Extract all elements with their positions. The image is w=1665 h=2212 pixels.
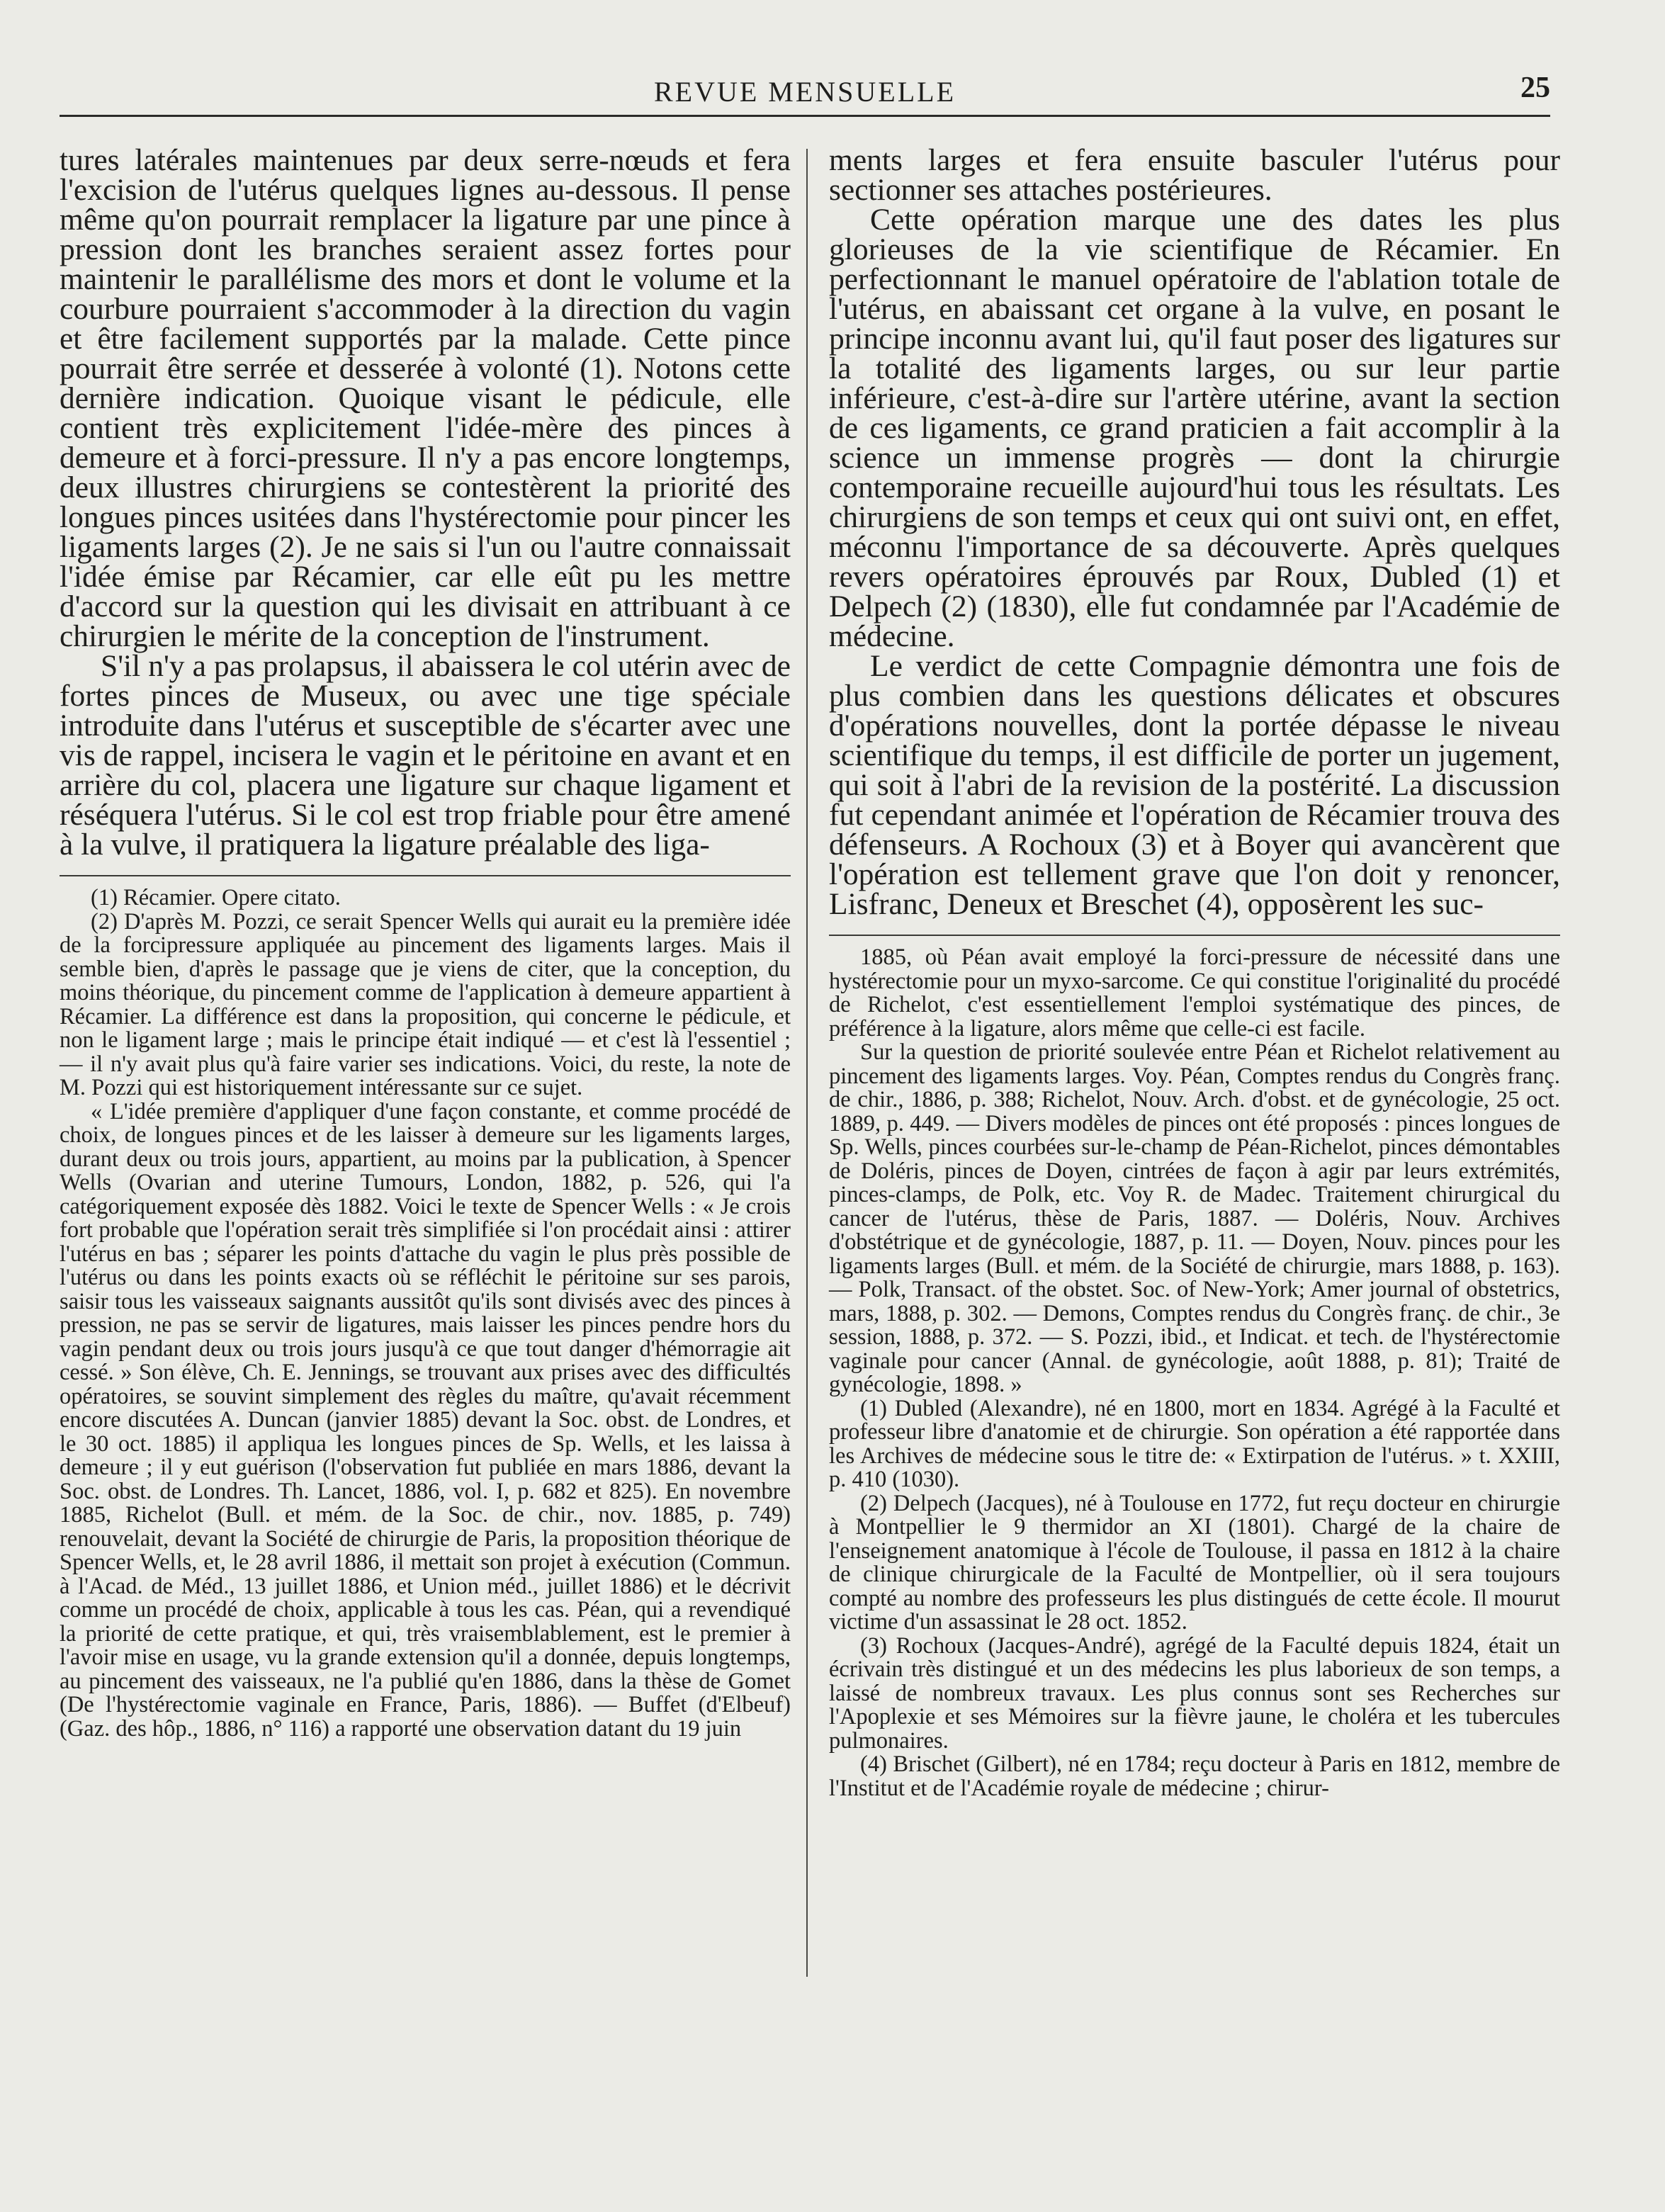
footnote: (4) Brischet (Gilbert), né en 1784; reçu docteur à Paris en 1812, membre de l'Institut et de l'Académie royale de médecine ; chirur- [829,1751,1560,1801]
column-divider [806,149,808,1977]
page-number: 25 [1520,72,1550,104]
body-paragraph: Le verdict de cette Compagnie démontra une fois de plus combien dans les questions délicates et obscures d'opérations nouvelles, dont la portée dépasse le niveau scientifique du temps, il est difficile de porter un jugement, qui soit à l'abri de la revision de la postérité. La discussion fut cependant animée et l'opération de Récamier trouva des défenseurs. A Rochoux (3) et à Boyer qui avancèrent que l'opération est tellement grave que l'on doit y renoncer, Lisfranc, Deneux et Breschet (4), opposèrent les suc- [829,649,1560,921]
body-paragraph: Cette opération marque une des dates les plus glorieuses de la vie scientifique de Récamier. En perfectionnant le manuel opératoire de l'ablation totale de l'utérus, en abaissant cet organe à la vulve, en posant le principe inconnu avant lui, qu'il faut poser des ligatures sur la totalité des ligaments larges, ou sur leur partie inférieure, c'est-à-dire sur l'artère utérine, avant la section de ces ligaments, ce grand praticien a fait accomplir à la science un immense progrès — dont la chirurgie contemporaine recueille aujourd'hui tous les résultats. Les chirurgiens de son temps et ceux qui ont suivi ont, en effet, méconnu l'importance de sa découverte. Après quelques revers opératoires éprouvés par Roux, Dubled (1) et Delpech (2) (1830), elle fut condamnée par l'Académie de médecine. [829,203,1560,653]
footnote-rule [60,875,791,876]
body-paragraph: S'il n'y a pas prolapsus, il abaissera le col utérin avec de fortes pinces de Museux, ou avec une tige spéciale introduite dans l'utérus et susceptible de s'écarter avec une vis de rappel, incisera le vagin et le péritoine en avant et en arrière du col, placera une ligature sur chaque ligament et réséquera l'utérus. Si le col est trop friable pour être amené à la vulve, il pratiquera la ligature préalable des liga- [60,649,791,862]
right-body-text [829,145,1560,919]
footnote: 1885, où Péan avait employé la forci-pressure de nécessité dans une hystérectomie pour un myxo-sarcome. Ce qui constitue l'originalité du procédé de Richelot, c'est essentiellement l'emploi systématique des pinces, de préférence à la ligature, alors même que celle-ci est facile. [829,944,1560,1042]
right-column [829,145,1560,1800]
header-rule [60,115,1550,117]
footnote: Sur la question de priorité soulevée entre Péan et Richelot relativement au pincement des ligaments larges. Voy. Péan, Comptes rendus du Congrès franç. de chir., 1886, p. 388; Richelot, Nouv. Arch. d'obst. et de gynécologie, 25 oct. 1889, p. 449. — Divers modèles de pinces ont été proposés : pinces longues de Sp. Wells, pinces courbées sur-le-champ de Péan-Richelot, pinces démontables de Doléris, pinces de Doyen, cintrées de façon à agir par leurs extrémités, pinces-clamps, de Polk, etc. Voy R. de Madec. Traitement chirurgical du cancer de l'utérus, thèse de Paris, 1887. — Doléris, Nouv. Archives d'obstétrique et de gynécologie, 1887, p. 11. — Doyen, Nouv. pinces pour les ligaments larges (Bull. et mém. de la Société de chirurgie, mars 1888, p. 163). — Polk, Transact. of the obstet. Soc. of New-York; Amer journal of obstetrics, mars, 1888, p. 302. — Demons, Comptes rendus du Congrès franç. de chir., 3e session, 1888, p. 372. — S. Pozzi, ibid., et Indicat. et tech. de l'hystérectomie vaginale pour cancer (Annal. de gynécologie, août 1888, p. 81); Traité de gynécologie, 1898. » [829,1039,1560,1397]
footnote-rule [829,935,1560,936]
footnote: (2) D'après M. Pozzi, ce serait Spencer Wells qui aurait eu la première idée de la forcipressure appliquée au pincement des ligaments larges. Mais il semble bien, d'après le passage que je viens de citer, que la conception, du moins théorique, du pincement comme de l'application à demeure appartient à Récamier. La différence est dans la proposition, qui concerne le pédicule, et non le ligament large ; mais le principe était indiqué — et c'est là l'essentiel ; — il n'y avait plus qu'à faire varier ses indications. Voici, du reste, la note de M. Pozzi qui est historiquement intéressante sur ce sujet. [60,908,791,1100]
right-footnotes [829,946,1560,1800]
footnote: (2) Delpech (Jacques), né à Toulouse en 1772, fut reçu docteur en chirurgie à Montpellier le 9 thermidor an XI (1801). Chargé de la chaire de l'enseignement anatomique à l'école de Toulouse, il passa en 1812 à la chaire de clinique chirurgicale de la Faculté de Montpellier, où il sera toujours compté au nombre des professeurs les plus distingués de cette école. Il mourut victime d'un assassinat le 28 oct. 1852. [829,1490,1560,1635]
body-paragraph: ments larges et fera ensuite basculer l'utérus pour sectionner ses attaches postérieures. [829,143,1560,207]
footnote: « L'idée première d'appliquer d'une façon constante, et comme procédé de choix, de longues pinces et de les laisser à demeure sur les ligaments larges, durant deux ou trois jours, appartient, au moins par la publication, à Spencer Wells (Ovarian and uterine Tumours, London, 1882, p. 526, qui l'a catégoriquement exposée dès 1882. Voici le texte de Spencer Wells : « Je crois fort probable que l'opération serait très simplifiée si l'on procédait ainsi : attirer l'utérus en bas ; séparer les points d'attache du vagin le plus près possible de l'utérus ou dans les points exacts où se réfléchit le péritoine sur ses parois, saisir tous les vaisseaux saignants aussitôt qu'ils sont divisés avec des pinces à pression, ne pas se servir de ligatures, mais laisser les pinces pendre hors du vagin pendant deux ou trois jours jusqu'à ce que tout danger d'hémorragie ait cessé. » Son élève, Ch. E. Jennings, se trouvant aux prises avec des difficultés opératoires, se souvint simplement des règles du maître, qu'avait récemment encore discutées A. Duncan (janvier 1885) devant la Soc. obst. de Londres, et le 30 oct. 1885) il appliqua les longues pinces de Sp. Wells, et les laissa à demeure ; il y eut guérison (l'observation fut publiée en mars 1886, devant la Soc. obst. de Londres. Th. Lancet, 1886, vol. I, p. 682 et 825). En novembre 1885, Richelot (Bull. et mém. de la Soc. de chir., nov. 1885, p. 749) renouvelait, devant la Société de chirurgie de Paris, la proposition théorique de Spencer Wells, et, le 28 avril 1886, il mettait son projet à exécution (Commun. à l'Acad. de Méd., 13 juillet 1886, et Union méd., juillet 1886) et le décrivit comme un procédé de choix, applicable à tous les cas. Péan, qui a revendiqué la priorité de cette pratique, et qui, très vraisemblablement, est le premier à l'avoir mise en usage, vu la grande extension qu'il a donnée, depuis longtemps, au pincement des vaisseaux, ne l'a publié qu'en 1886, dans la thèse de Gomet (De l'hystérectomie vaginale en France, Paris, 1886). — Buffet (d'Elbeuf) (Gaz. des hôp., 1886, n° 116) a rapporté une observation datant du 19 juin [60,1098,791,1742]
left-footnotes [60,886,791,1741]
running-header [60,71,1550,113]
left-body-text [60,143,791,862]
footnote: (1) Dubled (Alexandre), né en 1800, mort en 1834. Agrégé à la Faculté et professeur libre d'anatomie et de chirurgie. Son opération a été rapportée dans les Archives de médecine sous le titre de: « Extirpation de l'utérus. » t. XXIII, p. 410 (1030). [829,1395,1560,1492]
footnote: (1) Récamier. Opere citato. [91,885,341,910]
left-column [60,145,791,1741]
footnote: (3) Rochoux (Jacques-André), agrégé de la Faculté depuis 1824, était un écrivain très distingué et un des médecins les plus laborieux de son temps, a laissé de nombreux travaux. Les plus connus sont ses Recherches sur l'Apoplexie et ses Mémoires sur la fièvre jaune, le choléra et les tubercules pulmonaires. [829,1632,1560,1754]
running-title: REVUE MENSUELLE [653,76,956,108]
body-paragraph: tures latérales maintenues par deux serre-nœuds et fera l'excision de l'utérus quelques lignes au-dessous. Il pense même qu'on pourrait remplacer la ligature par une pince à pression dont les branches seraient assez fortes pour maintenir le parallélisme des mors et dont le volume et la courbure pourraient s'accommoder à la direction du vagin et être facilement supportés par la malade. Cette pince pourrait être serrée et desserée à volonté (1). Notons cette dernière indication. Quoique visant le pédicule, elle contient très explicitement l'idée-mère des pinces à demeure et à forci-pressure. Il n'y a pas encore longtemps, deux illustres chirurgiens se contestèrent la priorité des longues pinces usitées dans l'hystérectomie pour pincer les ligaments larges (2). Je ne sais si l'un ou l'autre connaissait l'idée émise par Récamier, car elle eût pu les mettre d'accord sur la question qui les divisait en attribuant à ce chirurgien le mérite de la conception de l'instrument. [60,143,791,653]
